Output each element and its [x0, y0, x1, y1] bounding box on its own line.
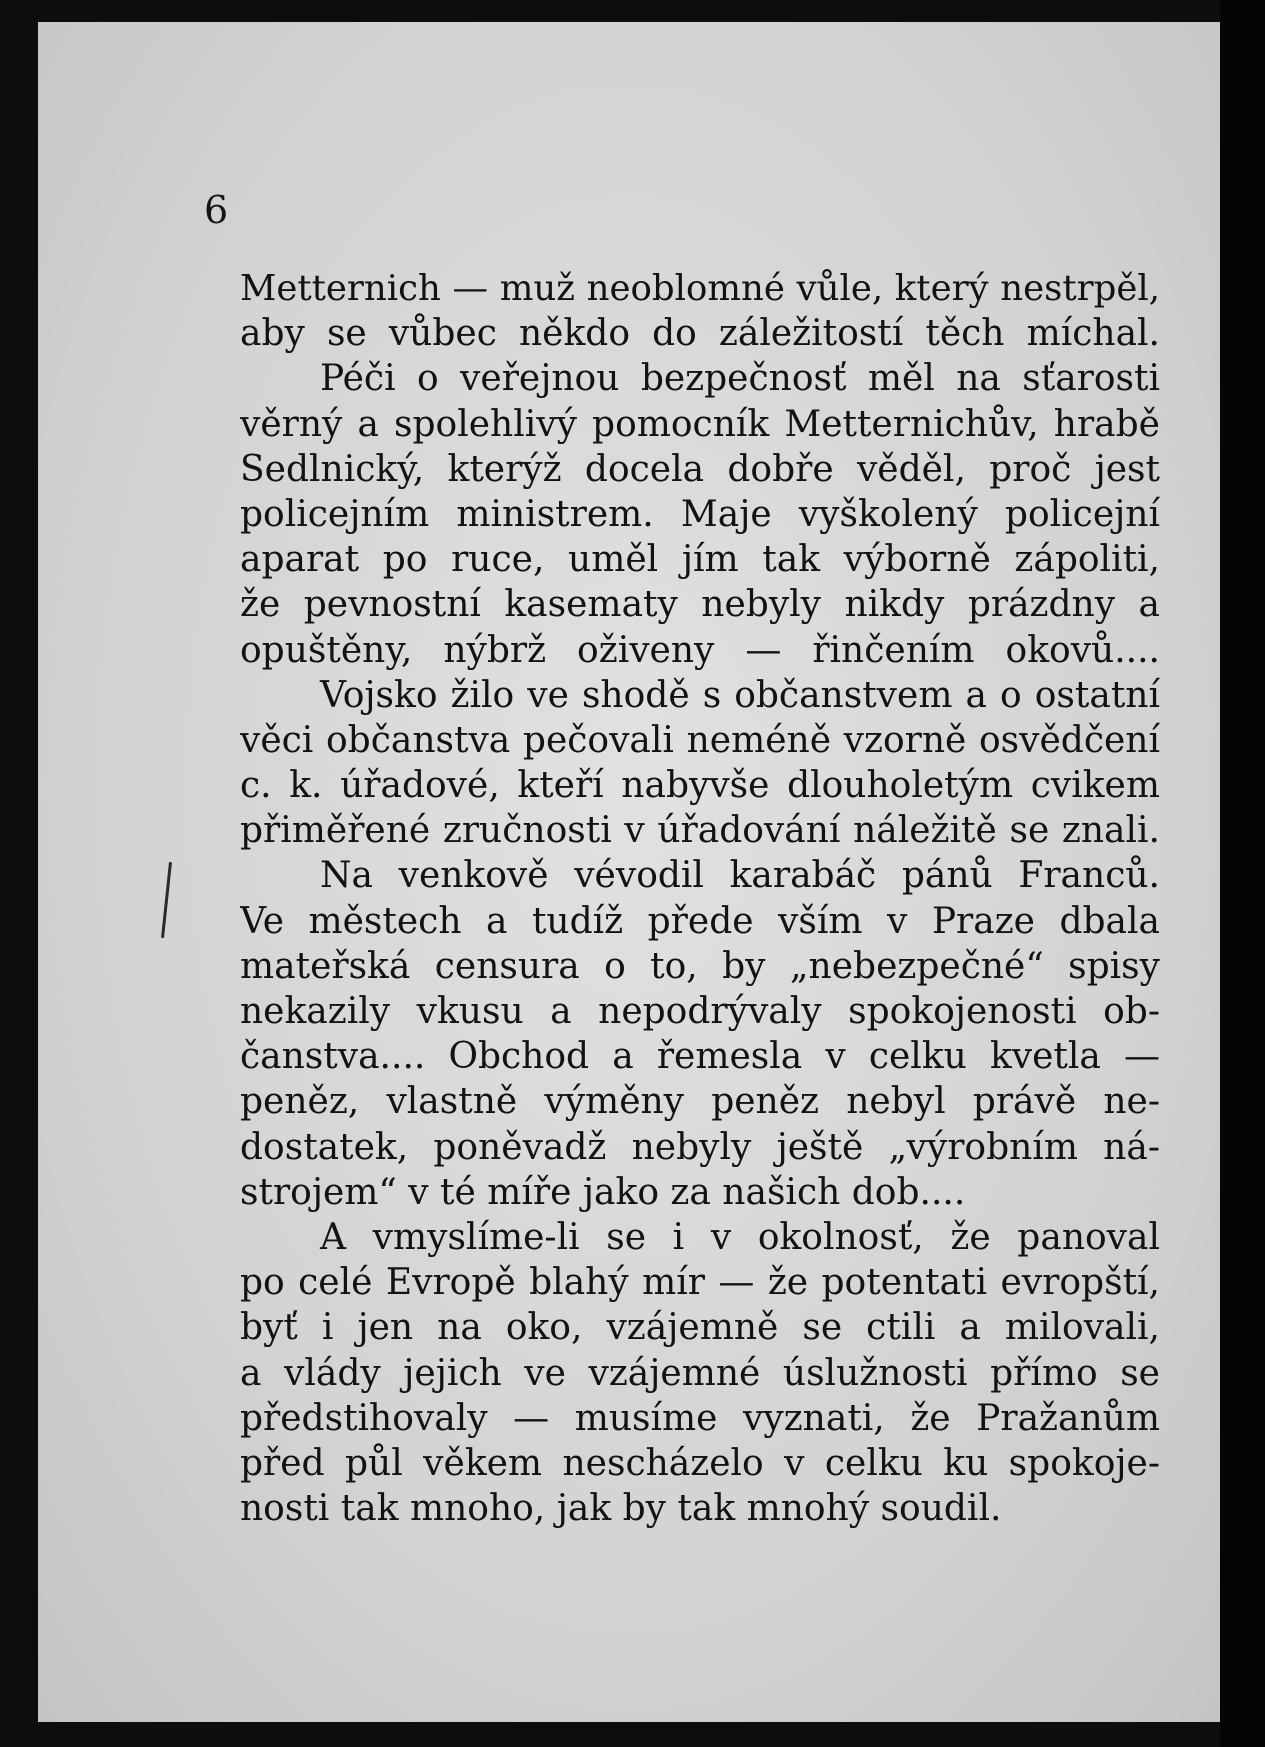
text-line: přiměřené zručnosti v úřadování náležitě se znali. — [240, 810, 1160, 852]
text-line: Vojsko žilo ve shodě s občanstvem a o ostatní — [320, 674, 1160, 716]
text-line: čanstva.... Obchod a řemesla v celku kvetla — — [240, 1036, 1160, 1078]
text-line: Na venkově vévodil karabáč pánů Franců. — [320, 855, 1160, 897]
text-line: a vlády jejich ve vzájemné úslužnosti přímo se — [240, 1352, 1160, 1394]
page-number: 6 — [204, 188, 229, 232]
text-line: c. k. úřadové, kteří nabyvše dlouholetým cvikem — [240, 765, 1160, 807]
text-line: peněz, vlastně výměny peněz nebyl právě ne- — [240, 1081, 1160, 1123]
text-line: opuštěny, nýbrž oživeny — řinčením okovů.... — [240, 629, 1160, 671]
text-line: mateřská censura o to, by „nebezpečné“ spisy — [240, 945, 1160, 987]
text-line: po celé Evropě blahý mír — že potentati evropští, — [240, 1262, 1160, 1304]
text-line: nosti tak mnoho, jak by tak mnohý soudil. — [240, 1488, 1002, 1530]
text-line: aby se vůbec někdo do záležitostí těch míchal. — [240, 313, 1160, 355]
text-line: že pevnostní kasematy nebyly nikdy prázdny a — [240, 584, 1160, 626]
text-line: policejním ministrem. Maje vyškolený policejní — [240, 493, 1160, 535]
text-line: A vmyslíme-li se i v okolnosť, že panoval — [320, 1216, 1160, 1258]
body-text — [240, 266, 1160, 1531]
text-line: byť i jen na oko, vzájemně se ctili a milovali, — [240, 1307, 1160, 1349]
text-line: dostatek, poněvadž nebyly ještě „výrobním ná- — [240, 1126, 1160, 1168]
text-line: Péči o veřejnou bezpečnosť měl na sťarosti — [320, 358, 1160, 400]
text-line: věrný a spolehlivý pomocník Metternichův, hrabě — [240, 403, 1160, 445]
text-line: Metternich — muž neoblomné vůle, který nestrpěl, — [240, 268, 1160, 309]
text-line: Sedlnický, kterýž docela dobře věděl, proč jest — [240, 448, 1160, 490]
text-line: Ve městech a tudíž přede vším v Praze dbala — [240, 900, 1160, 942]
text-line: strojem“ v té míře jako za našich dob.... — [240, 1171, 966, 1213]
text-line: předstihovaly — musíme vyznati, že Pražanům — [240, 1397, 1160, 1439]
text-line: nekazily vkusu a nepodrývaly spokojenosti ob- — [240, 991, 1160, 1032]
page-edge-shadow — [1220, 0, 1265, 1747]
text-line: aparat po ruce, uměl jím tak výborně zápoliti, — [240, 539, 1160, 581]
text-line: věci občanstva pečovali neméně vzorně osvědčení — [240, 719, 1160, 761]
text-line: před půl věkem nescházelo v celku ku spokoje- — [240, 1442, 1160, 1484]
